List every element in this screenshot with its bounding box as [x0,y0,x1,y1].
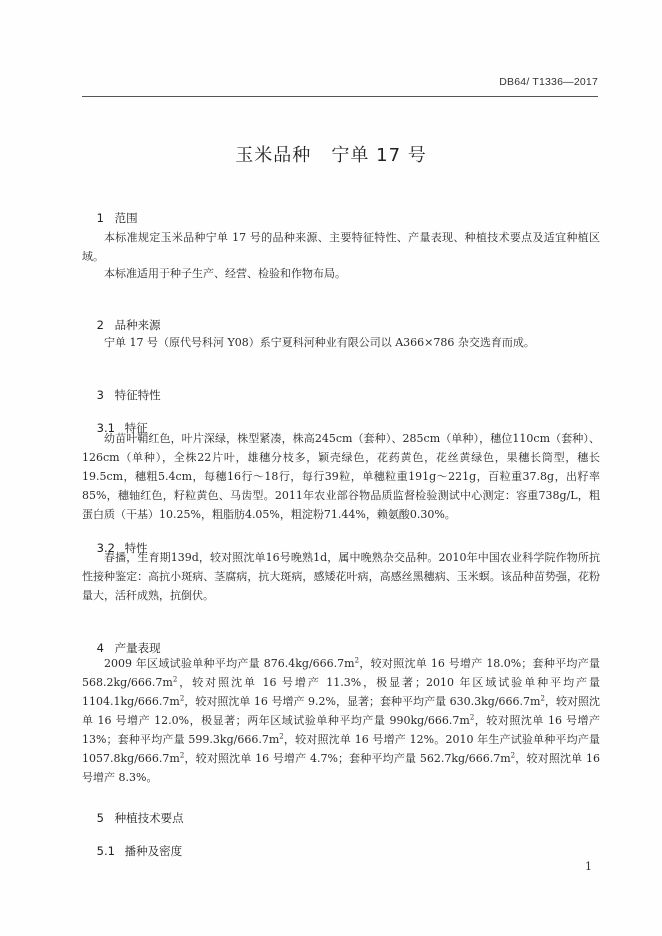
section-number: 3.2 [96,541,115,555]
section-1-paragraph-2: 本标准适用于种子生产、经营、检验和作物布局。 [104,267,346,280]
section-title: 范围 [114,211,138,225]
section-3-2-paragraph: 春播，生育期139d，较对照沈单16号晚熟1d，属中晚熟杂交品种。2010年中国农业科学院作物所抗性接种鉴定：高抗小斑病、茎腐病，抗大斑病，感矮花叶病，高感丝黑穗病、玉米螟。该品种苗势强，花粉量大，活秆成熟，抗倒伏。 [82,551,600,602]
standard-code: DB64/ T1336—2017 [499,76,598,88]
section-5-1-heading [82,829,182,873]
document-title: 玉米品种 宁单 17 号 [235,145,427,166]
section-title: 特性 [124,541,148,555]
section-number: 2 [96,318,104,332]
section-title: 产量表现 [114,641,161,655]
section-1-paragraph-1: 本标准规定玉米品种宁单 17 号的品种来源、主要特征特性、产量表现、种植技术要点及适宜种植区域。 [82,231,600,263]
section-2-paragraph-1: 宁单 17 号（原代号科河 Y08）系宁夏科河种业有限公司以 A366×786 杂交选育而成。 [104,336,535,349]
section-number: 3.1 [96,421,115,435]
section-title: 品种来源 [114,318,161,332]
header-divider [82,96,598,97]
section-title: 播种及密度 [124,844,183,858]
section-number: 3 [96,388,104,402]
section-number: 5.1 [96,844,115,858]
page-number: 1 [585,860,592,873]
section-title: 特征特性 [114,388,161,402]
section-number: 4 [96,641,104,655]
section-3-1-paragraph: 幼苗叶鞘红色，叶片深绿，株型紧凑，株高245cm（套种）、285cm（单种），穗位110cm（套种）、126cm（单种），全株22片叶，雄穗分枝多，颖壳绿色，花药黄色，花丝黄绿色，果穗长筒型，穗长19.5cm，穗粗5.4cm，每穗16行～18行，每行39粒，单穗粒重191g～221g，百粒重37.8g，出籽率85%，穗轴红色，籽粒黄色、马齿型。2011年农业部谷物品质监督检验测试中心测定：容重738g/L，粗蛋白质（干基）10.25%，粗脂肪4.05%，粗淀粉71.44%，赖氨酸0.30%。 [82,432,600,521]
section-4-paragraph: 2009 年区域试验单种平均产量 $876.4kg/666.7m^2$，较对照沈单 16 号增产 18.0%；套种平均产量 $568.2kg/666.7m^2$，较对照沈单 16 号增产 11.3%，极显著；2010 年区域试验单种平均产量 $1104.1kg/666.7m^2$，较对照沈单 16 号增产 9.2%，显著；套种平均产量 $630.3kg/666.7m^2$，较对照沈单 16 号增产 12.0%，极显著；两年区域试验单种平均产量 $990kg/666.7m^2$，较对照沈单 16 号增产 13%；套种平均产量 $599.3kg/666.7m^2$，较对照沈单 16 号增产 12%。2010 年生产试验单种平均产量 $1057.8kg/666.7m^2$，较对照沈单 16 号增产 4.7%；套种平均产量 $562.7kg/666.7m^2$，较对照沈单 16 号增产 8.3%。 [82,656,601,784]
section-title: 特征 [124,421,148,435]
section-title: 种植技术要点 [114,811,184,825]
section-number: 5 [96,811,104,825]
section-number: 1 [96,211,104,225]
